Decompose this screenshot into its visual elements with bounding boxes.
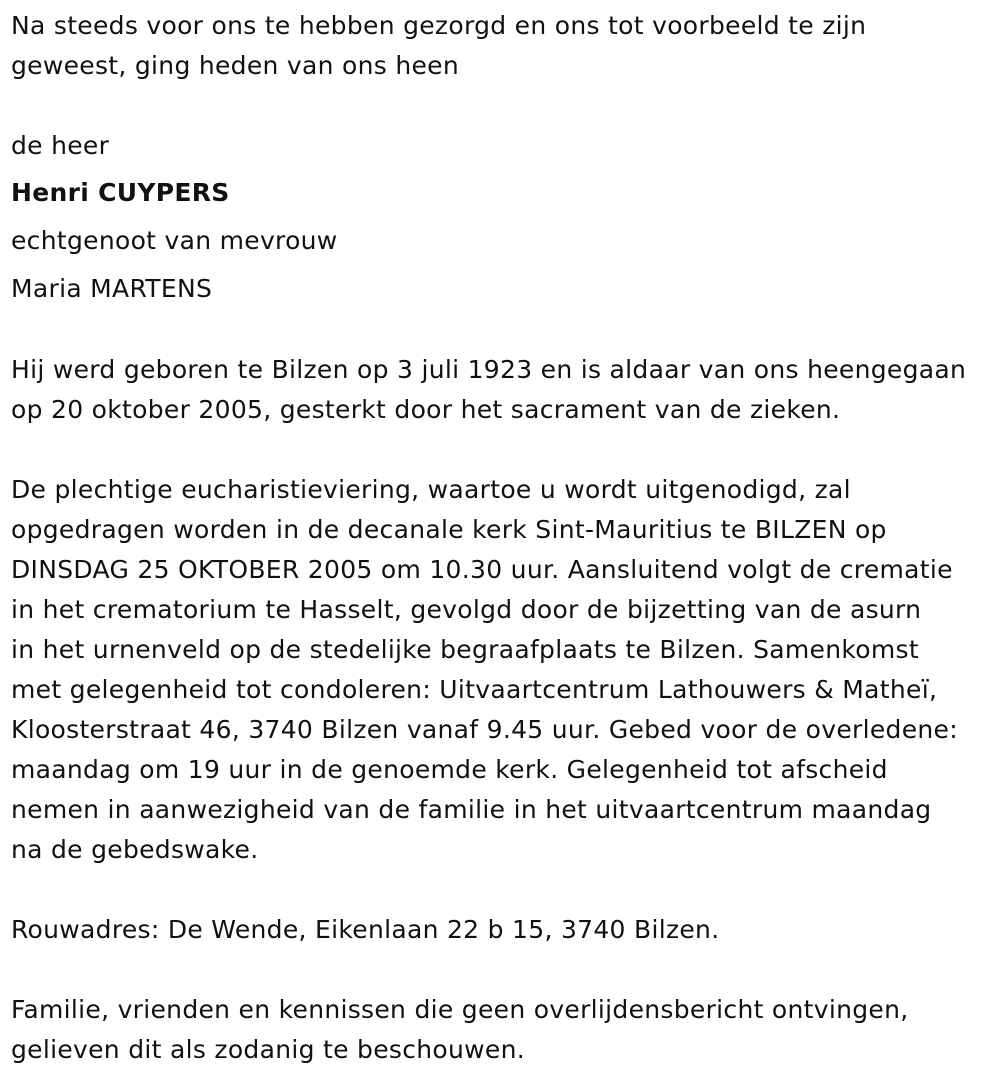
ceremony-line-3: DINSDAG 25 OKTOBER 2005 om 10.30 uur. Aansluitend volgt de crematie [11,555,953,584]
ceremony-line-8: maandag om 19 uur in de genoemde kerk. Gelegenheid tot afscheid [11,755,888,784]
deceased-name: Henri CUYPERS [11,178,230,207]
ceremony-line-2: opgedragen worden in de decanale kerk Sint-Mauritius te BILZEN op [11,515,887,544]
ceremony-line-7: Kloosterstraat 46, 3740 Bilzen vanaf 9.45 uur. Gebed voor de overledene: [11,715,958,744]
mourning-address: Rouwadres: De Wende, Eikenlaan 22 b 15, 3740 Bilzen. [11,915,720,944]
ceremony-line-1: De plechtige eucharistieviering, waartoe u wordt uitgenodigd, zal [11,475,851,504]
birth-line-2: op 20 oktober 2005, gesterkt door het sacrament van de zieken. [11,395,841,424]
intro-line-2: geweest, ging heden van ons heen [11,51,459,80]
salutation: de heer [11,131,110,160]
ceremony-line-6: met gelegenheid tot condoleren: Uitvaartcentrum Lathouwers & Matheï, [11,675,938,704]
ceremony-line-9: nemen in aanwezigheid van de familie in het uitvaartcentrum maandag [11,795,932,824]
intro-line-1: Na steeds voor ons te hebben gezorgd en ons tot voorbeeld te zijn [11,11,867,40]
spouse-name: Maria MARTENS [11,274,213,303]
ceremony-line-10: na de gebedswake. [11,835,259,864]
ceremony-line-4: in het crematorium te Hasselt, gevolgd door de bijzetting van de asurn [11,595,922,624]
birth-line-1: Hij werd geboren te Bilzen op 3 juli 1923 en is aldaar van ons heengegaan [11,355,967,384]
closing-line-2: gelieven dit als zodanig te beschouwen. [11,1035,525,1064]
closing-line-1: Familie, vrienden en kennissen die geen overlijdensbericht ontvingen, [11,995,909,1024]
spouse-label: echtgenoot van mevrouw [11,226,338,255]
ceremony-line-5: in het urnenveld op de stedelijke begraafplaats te Bilzen. Samenkomst [11,635,919,664]
